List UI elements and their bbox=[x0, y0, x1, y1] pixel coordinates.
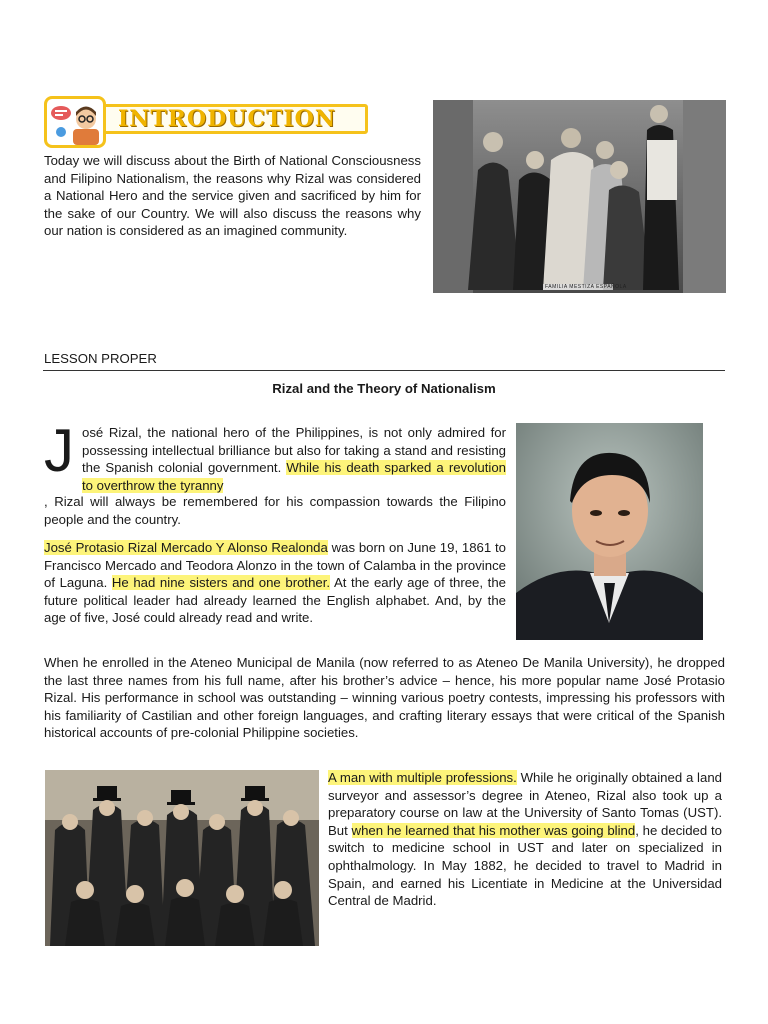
introduction-title: INTRODUCTION bbox=[118, 106, 336, 132]
paragraph-1-highlight: While his death sparked a revolution to overthrow the tyranny bbox=[82, 460, 507, 493]
paragraph-2-highlight-name: José Protasio Rizal Mercado Y Alonso Realonda bbox=[44, 540, 328, 555]
teacher-icon bbox=[44, 96, 106, 148]
paragraph-1-lead bbox=[82, 424, 506, 494]
paragraph-3: When he enrolled in the Ateneo Municipal de Manila (now referred to as Ateneo De Manila University), he dropped the last three names from his full name, after his brother’s advice – hence, his more popular name José Protasio Rizal. His performance in school was outstanding – winning various poetry contests, impressing his professors with his familiarity of Castilian and other foreign languages, and crafting literary essays that were critical of the Spanish historical accounts of pre-colonial Philippine societies. bbox=[44, 655, 725, 741]
introduction-banner bbox=[44, 96, 372, 148]
paragraph-4-highlight-mother: when he learned that his mother was going blind bbox=[351, 822, 636, 838]
family-photo bbox=[433, 100, 726, 293]
rizal-portrait bbox=[516, 423, 703, 640]
paragraph-4 bbox=[328, 769, 722, 910]
lesson-proper-header: LESSON PROPER bbox=[44, 351, 157, 366]
lesson-title: Rizal and the Theory of Nationalism bbox=[272, 381, 496, 396]
paragraph-1-tail: , Rizal will always be remembered for his compassion towards the Filipino people and the country. bbox=[44, 494, 506, 527]
paragraph-2 bbox=[44, 539, 506, 627]
paragraph-2-text-b: At the early age of three, the future political leader had already learned the English alphabet. And, by the age of five, José could already read and write. bbox=[44, 575, 506, 626]
header-divider bbox=[43, 370, 725, 371]
paragraph-2-highlight-siblings: He had nine sisters and one brother. bbox=[111, 575, 331, 591]
paragraph-1-text-a: osé Rizal, the national hero of the Philippines, is not only admired for possessing intellectual brilliance but also for taking a stand and resisting the Spanish colonial government. bbox=[82, 425, 506, 476]
paragraph-4-text-b: , he decided to switch to medicine school in UST and later on specialized in ophthalmology. In May 1882, he decided to travel to Madrid in Spain, and earned his Licentiate in Medicine at the Universidad Central de Madrid. bbox=[328, 822, 722, 909]
paragraph-2-text-a: was born on June 19, 1861 to Francisco Mercado and Teodora Alonzo in the town of Calamba in the province of Laguna. bbox=[44, 540, 506, 591]
photo-caption: FAMILIA MESTIZA ESPAÑOLA bbox=[545, 284, 627, 290]
paragraph-4-text-a: While he originally obtained a land surveyor and assessor’s degree in Ateneo, Rizal also took up a preparatory course on law at the University of Santo Tomas (UST). But bbox=[328, 770, 722, 838]
group-photo bbox=[45, 770, 319, 946]
drop-cap: J bbox=[44, 417, 74, 484]
paragraph-4-highlight-professions: A man with multiple professions. bbox=[328, 770, 517, 785]
introduction-paragraph: Today we will discuss about the Birth of National Consciousness and Filipino Nationalism, the reasons why Rizal was considered a National Hero and the service given and sacrificed by him for the sake of our Country. We will also discuss the reasons why our nation is considered as an imagined community. bbox=[44, 153, 421, 239]
